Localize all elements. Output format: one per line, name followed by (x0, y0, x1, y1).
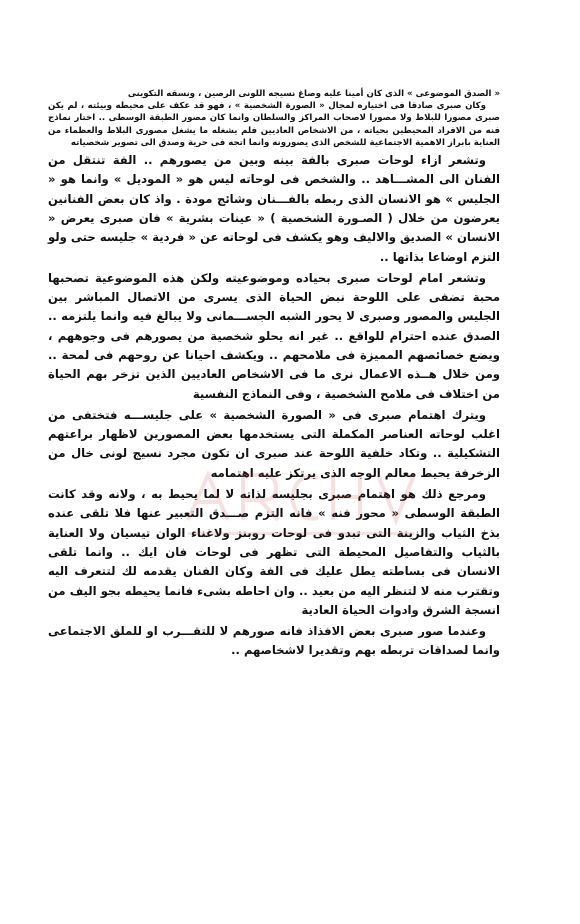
paragraph: وتشعر امام لوحات صبرى بحياده وموضوعيته ولكن هذه الموضوعية تصحبها محبة تضفى على اللوحة نبض الحياة الذى يسرى من الاتصال المباشر بين الجليس والمصور وصبرى لا يحور الشبه الجســـمانى ولا يبالغ فيه وانما يلتزمه .. الصدق عنده احترام للواقع .. غير انه يحلو شخصية من يصورهم فى وجوههم ، ويضع خصائصهم المميزة فى ملامحهم .. ويكشف احيانا عن روحهم فى لمحة .. ومن خلال هــذه الاعمال نرى ما فى الاشخاص العاديين الذين تزخر بهم الحياة من اختلاف فى ملامح الشخصية ، وفى النماذج النفسية (48, 270, 500, 401)
paragraph: وعندما صور صبرى بعض الافذاذ فانه صورهم لا للتقـــرب او للملق الاجتماعى وانما لصداقات تربطه بهم وتقديرا لاشخاصهم .. (48, 624, 500, 658)
paragraph: ومرجع ذلك هو اهتمام صبرى بجليسه لذاته لا لما يحيط به ، ولانه وقد كانت الطبقة الوسطى « محور فنه » فانه التزم صـــدق التعبير عنها فلا تلقى عنده بذخ الثياب والزينة التى تبدو فى لوحات روبنز ولاغناء الوان تيسيان ولا العناية بالثياب والتفاصيل المحيطة التى تظهر فى لوحات فان ايك .. وانما تلقى الانسان فى بساطته يطل عليك فى الفة وكان الفنان يقدمه لك لتتعرف اليه وتقترب منه لا لتنظر اليه من بعيد .. وان احاطه بشىء فانما يحيطه بجو اليف من انسجة الشرق وادوات الحياة العادية (48, 487, 500, 617)
article-text (48, 88, 500, 661)
paragraph: وكان صبرى صادقا فى اختياره لمجال « الصورة الشخصية » ، فهو قد عكف على محيطه وبيئته ، لم يكن صبرى مصورا للبلاط ولا مصورا لاصحاب المراكز والسلطان وانما كان مصور الطبقة الوسطى .. اختار نماذج فنه من الافراد المحيطين بحياته ، من الاشخاص العاديين فلم يشغله ما يشغل مصورى البلاط والعظماء من العناية بابراز الاهمية الاجتماعية للشخص الذى يصورونه وانما اتجه فى حرية وصدق الى تصوير شخصياته (48, 101, 500, 148)
paragraph: وتشعر ازاء لوحات صبرى بالفة بينه وبين من يصورهم .. الفة تنتقل من الفنان الى المشـــاهد .. والشخص فى لوحاته ليس هو « الموديل » وانما هو « الجليس » هو الانسان الذى ربطه بالفـــنان وشائج مودة . واذ كان بعض الفنانين يعرضون من خلال ( الصـورة الشخصية ) « عينات بشرية » فان صبرى يعرض « الانسان » الصديق والاليف وهو يكشف فى لوحاته عن « فردية » جليسه حتى ولو التزم اوضاعا بذاتها .. (48, 153, 500, 264)
paragraph: ويترك اهتمام صبرى فى « الصورة الشخصية » على جليســـه فتختفى من اغلب لوحاته العناصر المكملة التى يستخدمها بعض المصورين لاظهار براعتهم التشكيلية .. وتكاد خلفية اللوحة عند صبرى ان تكون مجرد نسيج لونى خال من الزخرفة يحيط معالم الوجه الذى يرتكز عليه اهتمامه (48, 407, 500, 480)
paragraph: « الصدق الموضوعى » الذى كان أمينا عليه وصاغ نسيجه اللونى الرصين ، ونسقه التكوينى (127, 89, 500, 99)
